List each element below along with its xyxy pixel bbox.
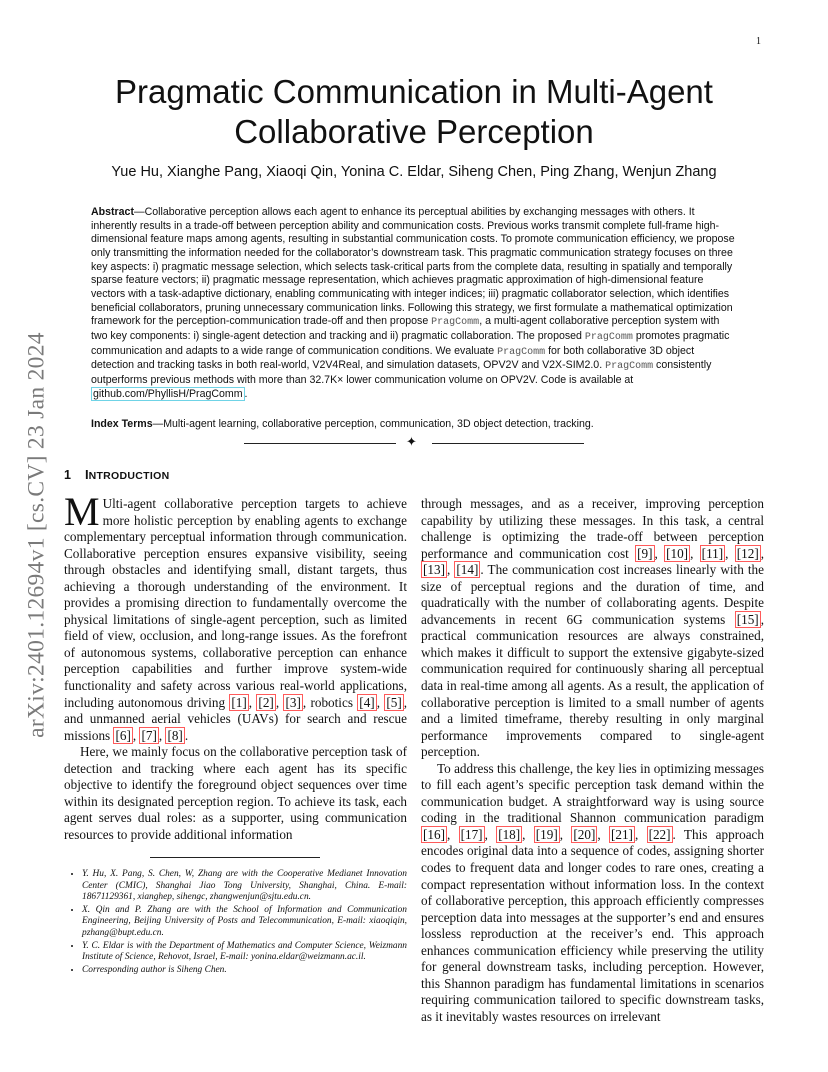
paragraph: through messages, and as a receiver, improving perception capability by utilizing these messages. In this task, a central challenge is optimizing the trade-off between perception performance and communication cost [9] , [10] , [11] , [12] , [13] , [14] . The communication cost increases linearly with the size of perceptual regions and the duration of time, and quadratically with the number of collaborating agents. Despite advancements in recent 6G communication systems [15] , practical communication resources are always constrained, which makes it difficult to support the extensive gigabyte-sized communication required for continuously sharing all perceptual data in real-time among all agents. As a result, the application of collaborative perception is limited to a small number of agents and a limited timeframe, thereby resulting in only marginal performance improvements compared to single-agent perception. xyxy=(421,496,765,760)
index-terms-text: —Multi-agent learning, collaborative perception, communication, 3D object detection, tracking. xyxy=(152,418,594,430)
citation-link[interactable]: [6] xyxy=(115,727,131,743)
section-divider xyxy=(244,434,584,449)
paragraph-text: , practical communication resources are always constrained, which makes it difficult to support the extensive gigabyte-sized communication required for continuously sharing all perceptual data in real-time among all agents. As a result, the application of collaborative perception is limited to a small number of agents and a limited timeframe, thereby resulting in only marginal performance improvements compared to single-agent perception. xyxy=(421,611,764,760)
paragraph: To address this challenge, the key lies in optimizing messages to fill each agent’s specific perception task demand within the communication budget. A straightforward way is using source coding in the traditional Shannon communication paradigm [16] , [17] , [18] , [19] , [20] , [21] , [22] . This approach encodes original data into a sequence of codes, assigning shorter codes to frequent data and longer codes to rare ones, creating a compact representation without information loss. In the context of collaborative perception, this approach efficiently compresses perception data into messages at the supporter’s end and ensures lossless reproduction at the receiver’s end. This approach enhances communication efficiency while preserving the utility for general downstream tasks, including perception. However, this Shannon paradigm has fundamental limitations in scenarios requiring communication tailored to specific downstream tasks, as it inevitably wastes resources on irrelevant xyxy=(421,760,764,1024)
abstract-label: Abstract xyxy=(91,206,134,218)
body-column-left xyxy=(64,489,408,843)
citation-link[interactable]: [16] xyxy=(423,826,445,842)
citation-link[interactable]: [8] xyxy=(167,727,183,743)
section-title-initial: I xyxy=(84,467,89,482)
paragraph-text: through messages, and as a receiver, improving perception capability by utilizing these messages. In this task, a central challenge is optimizing the trade-off between perception performance and communication cost xyxy=(421,496,764,561)
footnote-item: • X. Qin and P. Zhang are with the School of Information and Communication Engineering, Beijing University of Posts and Telecommunication, E-mail: xiaoqiqin, pzhang@bupt.edu.cn. xyxy=(82,905,407,940)
footnotes xyxy=(64,869,407,977)
paragraph: Here, we mainly focus on the collaborative perception task of detection and tracking where each agent has its specific objective to identify the foreground object sequences over time within its designated perception region. To achieve its task, each agent serves dual roles: as a supporter, using communication resources to provide additional information xyxy=(64,744,407,842)
method-name: PragComm xyxy=(497,346,546,358)
arxiv-stamp xyxy=(22,300,52,770)
citation-link[interactable]: [21] xyxy=(610,826,633,842)
index-terms xyxy=(91,418,737,430)
citation-link[interactable]: [7] xyxy=(141,727,157,743)
method-name: PragComm xyxy=(605,361,654,373)
paragraph-text: . The communication cost increases linearly with the size of perceptual regions and the duration of time, and quadratically with the number of collaborating agents. Despite advancements in recent 6G communication systems xyxy=(421,562,765,627)
citation-link[interactable]: [5] xyxy=(386,694,402,710)
arxiv-id: arXiv:2401.12694v1 [cs.CV] 23 Jan 2024 xyxy=(23,332,50,738)
abstract-text: promotes pragmatic communication and adapts to a wide range of communication conditions. We evaluate xyxy=(91,329,730,357)
method-name: PragComm xyxy=(431,317,480,329)
citation-link[interactable]: [13] xyxy=(423,562,445,578)
citation-link[interactable]: [2] xyxy=(258,694,274,710)
section-heading xyxy=(64,467,169,482)
abstract-text: . xyxy=(244,387,248,400)
footnote-rule xyxy=(150,857,320,858)
citation-link[interactable]: [22] xyxy=(648,826,671,842)
citation-link[interactable]: [18] xyxy=(498,826,521,842)
citation-link[interactable]: [20] xyxy=(573,826,596,842)
paragraph-text: To address this challenge, the key lies in optimizing messages to fill each agent’s specific perception task demand within the communication budget. A straightforward way is using source coding in the traditional Shannon communication paradigm xyxy=(421,760,764,826)
paragraph-text: . This approach encodes original data into a sequence of codes, assigning shorter codes to frequent data and longer codes to rare ones, creating a compact representation without information loss. In the context of collaborative perception, this approach efficiently compresses perception data into messages at the supporter’s end and ensures lossless reproduction at the receiver’s end. This approach enhances communication efficiency while preserving the utility for general downstream tasks, including perception. However, this Shannon paradigm has fundamental limitations in scenarios requiring communication tailored to specific downstream tasks, as it inevitably wastes resources on irrelevant xyxy=(421,826,764,1024)
citation-link[interactable]: [1] xyxy=(231,694,247,710)
footnote-item: • Corresponding author is Siheng Chen. xyxy=(82,965,407,977)
citation-link[interactable]: [10] xyxy=(666,545,689,561)
index-terms-label: Index Terms xyxy=(91,418,153,430)
abstract-text: consistently outperforms previous methods with more than xyxy=(91,359,712,386)
citation-link[interactable]: [15] xyxy=(736,611,759,627)
page-number: 1 xyxy=(756,36,761,47)
paper-title: Pragmatic Communication in Multi-Agent Collaborative Perception xyxy=(115,73,713,150)
section-title-rest: NTRODUCTION xyxy=(88,470,170,482)
code-link[interactable]: github.com/PhyllisH/PragComm xyxy=(93,387,243,400)
body-column-right xyxy=(421,496,764,1026)
divider-star-icon: ✦ xyxy=(406,434,417,449)
method-name: PragComm xyxy=(584,331,633,343)
abstract-text: —Collaborative perception allows each agent to enhance its perceptual abilities by exchanging messages with others. It inherently results in a trade-off between perception ability and communication costs. Previous works transmit complete full-frame high-dimensional feature maps among agents, resulting in substantial communication costs. To promote communication efficiency, we propose only transmitting the information needed for the collaborator’s downstream task. This pragmatic communication strategy focuses on three key aspects: i) pragmatic message selection, which selects task-critical parts from the complete data, resulting in spatially and temporally sparse feature vectors; ii) pragmatic message representation, which achieves pragmatic approximation of high-dimensional feature vectors with a task-adaptive dictionary, enabling communicating with integer indices; iii) pragmatic collaborator selection, which identifies beneficial collaborators, pruning unnecessary communication links. Following this strategy, we first formulate a mathematical optimization framework for the perception-communication trade-off and then propose xyxy=(91,206,735,328)
citation-link[interactable]: [4] xyxy=(359,694,375,710)
author-list: Yue Hu, Xianghe Pang, Xiaoqi Qin, Yonina C. Eldar, Siheng Chen, Ping Zhang, Wenjun Zhang xyxy=(111,164,717,180)
drop-cap: M xyxy=(64,489,100,534)
paragraph-text: Ulti-agent collaborative perception targets to achieve more holistic perception by enabling agents to exchange complementary perceptual information through communication. Collaborative perception ensures expansive visibility, seeing through obstacles and identifying small, distant targets, thus achieving a thorough understanding of the environment. It provides a promising direction to fundamentally overcome the physical limitations of single-agent perception, such as limited field of view, occlusion, and long-range issues. As the forefront of autonomous systems, collaborative perception can enhance perception capabilities and further improve system-wide functionality and safety across various real-world applications, including autonomous driving xyxy=(64,496,407,710)
section-number: 1 xyxy=(64,468,71,482)
citation-link[interactable]: [9] xyxy=(637,545,653,561)
abstract-text: lower communication volume on OPV2V. Code is available at xyxy=(343,373,634,386)
citation-link[interactable]: [14] xyxy=(456,562,479,578)
abstract-text: for both collaborative 3D object detection and tracking tasks in both real-world, V2V4Real, and simulation datasets, OPV2V and V2X-SIM2.0. xyxy=(91,344,695,372)
citation-link[interactable]: [11] xyxy=(701,545,724,561)
divider-line-right xyxy=(432,443,584,444)
paragraph: M Ulti-agent collaborative perception targets to achieve more holistic perception by enabling agents to exchange complementary perceptual information through communication. Collaborative perception ensures expansive visibility, seeing through obstacles and identifying small, distant targets, thus achieving a thorough understanding of the environment. It provides a promising direction to fundamentally overcome the physical limitations of single-agent perception, such as limited field of view, occlusion, and long-range issues. As the forefront of autonomous systems, collaborative perception can enhance perception capabilities and further improve system-wide functionality and safety across various real-world applications, including autonomous driving [1] , [2] , [3] , robotics [4] , [5] , and unmanned aerial vehicles (UAVs) for search and rescue missions [6] , [7] , [8] . xyxy=(64,489,408,743)
citation-link[interactable]: [17] xyxy=(460,826,483,842)
citation-link[interactable]: [19] xyxy=(535,826,558,842)
citation-link[interactable]: [12] xyxy=(736,545,759,561)
footnote-item: • Y. C. Eldar is with the Department of Mathematics and Computer Science, Weizmann Institute of Science, Rehovot, Israel, E-mail: yonina.eldar@weizmann.ac.il. xyxy=(82,941,407,964)
divider-line-left xyxy=(244,443,396,444)
abstract-text: , a multi-agent collaborative perception system with two key components: i) single-agent detection and tracking and ii) pragmatic collaboration. The proposed xyxy=(91,315,720,342)
citation-link[interactable]: [3] xyxy=(285,694,301,710)
footnote-item: • Y. Hu, X. Pang, S. Chen, W, Zhang are with the Cooperative Medianet Innovation Center (CMIC), Shanghai Jiao Tong University, Shanghai, China. E-mail: 18671129361, xianghep, sihengc, zhangwenjun@sjtu.edu.cn. xyxy=(82,869,407,904)
abstract xyxy=(91,206,737,401)
paragraph-text: , robotics xyxy=(302,694,358,710)
ratio-value: 32.7K× xyxy=(309,373,344,386)
paragraph-text: , and unmanned aerial vehicles (UAVs) for search and rescue missions xyxy=(64,694,408,743)
